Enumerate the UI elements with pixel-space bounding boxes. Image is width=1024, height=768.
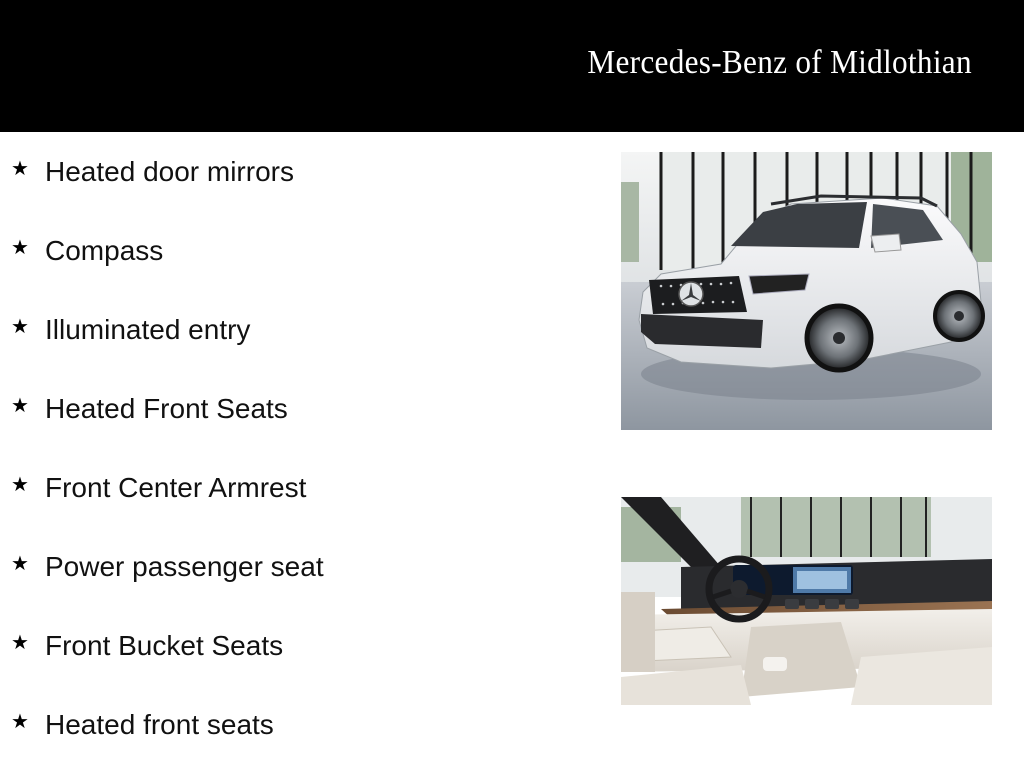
star-icon: ★ [11,158,29,180]
feature-label: Heated Front Seats [45,393,288,424]
dealer-name: Mercedes-Benz of Midlothian [587,44,972,81]
star-icon: ★ [11,474,29,496]
feature-item [11,626,283,666]
feature-item [11,152,294,192]
feature-label: Front Center Armrest [45,472,307,503]
star-icon: ★ [11,237,29,259]
vehicle-exterior-photo [621,152,992,430]
feature-label: Heated front seats [45,709,274,740]
feature-label: Front Bucket Seats [45,630,284,661]
star-icon: ★ [11,395,29,417]
feature-item [11,231,163,271]
feature-item [11,389,288,429]
page-header [0,0,1024,132]
feature-item [11,705,274,745]
star-icon: ★ [11,316,29,338]
star-icon: ★ [11,553,29,575]
vehicle-interior-photo [621,497,992,705]
star-icon: ★ [11,632,29,654]
feature-item [11,468,306,508]
star-icon: ★ [11,711,29,733]
feature-label: Power passenger seat [45,551,324,582]
feature-label: Illuminated entry [45,314,251,345]
feature-label: Heated door mirrors [45,156,294,187]
feature-label: Compass [45,235,164,266]
feature-item [11,547,324,587]
feature-item [11,310,250,350]
